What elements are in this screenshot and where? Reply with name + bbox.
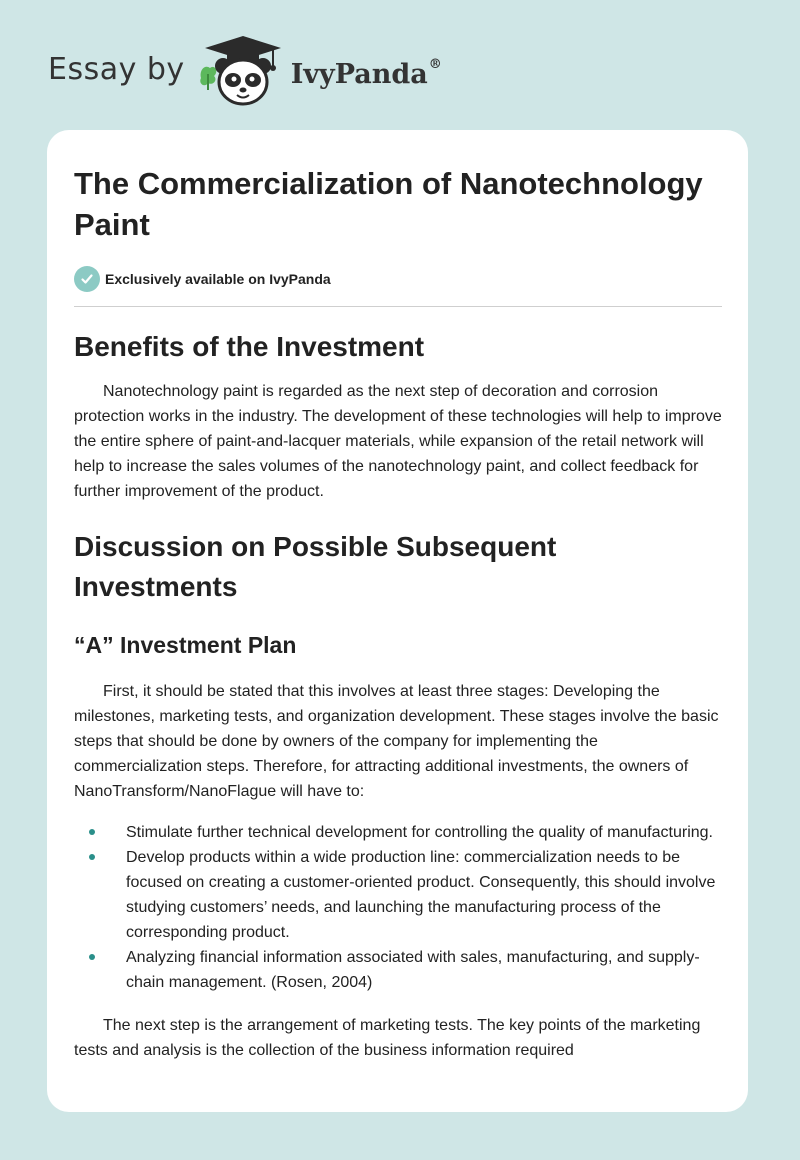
list-item: Develop products within a wide production line: commercialization needs to be focused on creating a customer-oriented product. Consequently, this should involve studying customers’ needs, and launching the manufacturing process of the corresponding product. (74, 845, 722, 945)
section-heading-benefits: Benefits of the Investment (74, 331, 425, 362)
list-item: Analyzing financial information associated with sales, manufacturing, and supply-chain management. (Rosen, 2004) (74, 945, 722, 995)
investment-steps-list (74, 820, 722, 995)
exclusive-badge (74, 265, 722, 293)
brand-prefix: Essay by (48, 51, 185, 87)
panda-graduate-logo-icon[interactable] (197, 34, 289, 110)
check-icon (74, 266, 100, 292)
brand-header (48, 34, 442, 110)
exclusive-label: Exclusively available on IvyPanda (105, 271, 331, 287)
subheading-investment-plan-a: “A” Investment Plan (74, 632, 297, 658)
article-card (47, 130, 748, 1112)
article-title: The Commercialization of Nanotechnology Paint (74, 166, 703, 242)
article-content (74, 163, 722, 1063)
divider (74, 306, 722, 307)
section-heading-discussion: Discussion on Possible Subsequent Investments (74, 531, 557, 602)
paragraph-plan-a-intro: First, it should be stated that this involves at least three stages: Developing the milestones, marketing tests, and organization development. These stages involve the basic steps that should be done by owners of the company for implementing the commercialization steps. Therefore, for attracting additional investments, the owners of NanoTransform/NanoFlague will have to: (74, 683, 719, 800)
paragraph-benefits: Nanotechnology paint is regarded as the next step of decoration and corrosion protection works in the industry. The development of these technologies will help to improve the entire sphere of paint-and-lacquer materials, while expansion of the retail network will help to increase the sales volumes of the nanotechnology paint, and collect feedback for further improvement of the product. (74, 383, 722, 500)
paragraph-marketing-tests: The next step is the arrangement of marketing tests. The key points of the marketing tests and analysis is the collection of the business information required (74, 1017, 701, 1059)
list-item: Stimulate further technical development for controlling the quality of manufacturing. (74, 820, 722, 845)
brand-name: IvyPanda® (290, 56, 442, 90)
